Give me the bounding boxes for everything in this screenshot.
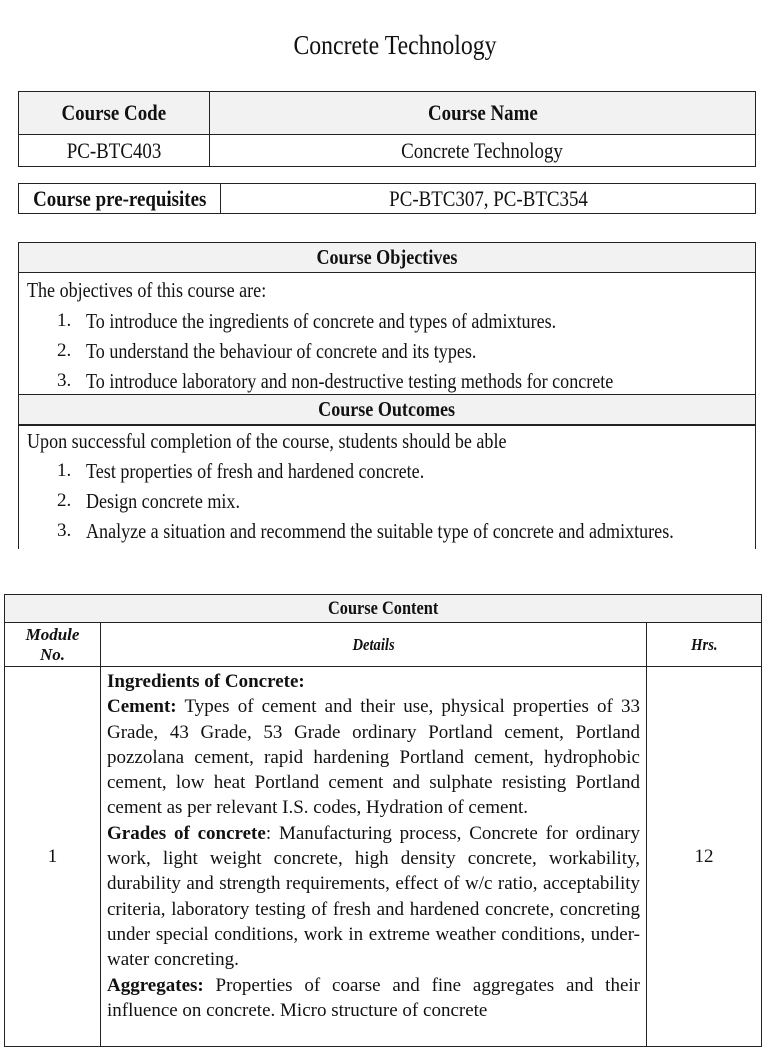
hours-column-header: Hrs. [647,623,762,667]
objectives-outcomes-box [18,242,756,549]
details-column-header: Details [101,623,647,667]
table-row [5,667,762,1047]
module-heading: Ingredients of Concrete: [107,671,305,692]
outcome-item: Analyze a situation and recommend the suitable type of concrete and admixtures. [86,519,674,543]
paragraph-aggregates: Aggregates: Properties of coarse and fine aggregates and their influence on concrete. Micro structure of concrete [107,974,640,1021]
module-details [101,667,647,1047]
course-info-table [18,91,756,167]
outcome-number: 3. [57,520,72,541]
document-title: Concrete Technology [293,30,497,60]
module-number: 1 [5,667,101,1047]
outcome-number: 1. [57,460,72,481]
module-hours: 12 [647,667,762,1047]
prerequisites-value: PC-BTC307, PC-BTC354 [221,184,756,214]
course-code-header: Course Code [19,92,210,135]
objective-number: 2. [57,340,72,361]
course-name-value: Concrete Technology [210,135,756,167]
outcome-item: Design concrete mix. [86,489,240,513]
objective-number: 3. [57,370,72,391]
paragraph-cement: Cement: Types of cement and their use, physical properties of 33 Grade, 43 Grade, 53 Grade ordinary Portland cement, Portland pozzolana cement, rapid hardening Portland cement, hydrophobic cement, low heat Portland cement and sulphate resisting Portland cement as per relevant I.S. codes, Hydration of cement. [107,696,640,819]
section-divider [19,425,755,426]
prerequisites-label: Course pre-requisites [19,184,221,214]
outcomes-intro: Upon successful completion of the course, students should be able [27,429,507,453]
objective-number: 1. [57,310,72,331]
objective-item: To introduce the ingredients of concrete and types of admixtures. [86,309,557,333]
course-name-header: Course Name [210,92,756,135]
paragraph-grades: Grades of concrete: Manufacturing process, Concrete for ordinary work, light weight concrete, high density concrete, workability, durability and strength requirements, effect of w/c ratio, acceptability criteria, laboratory testing of fresh and hardened concrete, concreting under special conditions, work in extreme weather conditions, under-water concreting. [107,822,641,971]
objective-item: To introduce laboratory and non-destructive testing methods for concrete [86,369,614,393]
objective-item: To understand the behaviour of concrete and its types. [86,339,477,363]
outcome-number: 2. [57,490,72,511]
course-code-value: PC-BTC403 [19,135,210,167]
outcome-item: Test properties of fresh and hardened concrete. [86,459,425,483]
course-content-header: Course Content [5,595,762,623]
prerequisites-table [18,183,756,214]
objectives-intro: The objectives of this course are: [27,278,267,302]
objectives-header: Course Objectives [19,243,755,273]
course-content-table [4,594,762,1047]
outcomes-header: Course Outcomes [19,395,755,425]
module-column-header: Module No. [5,623,101,667]
